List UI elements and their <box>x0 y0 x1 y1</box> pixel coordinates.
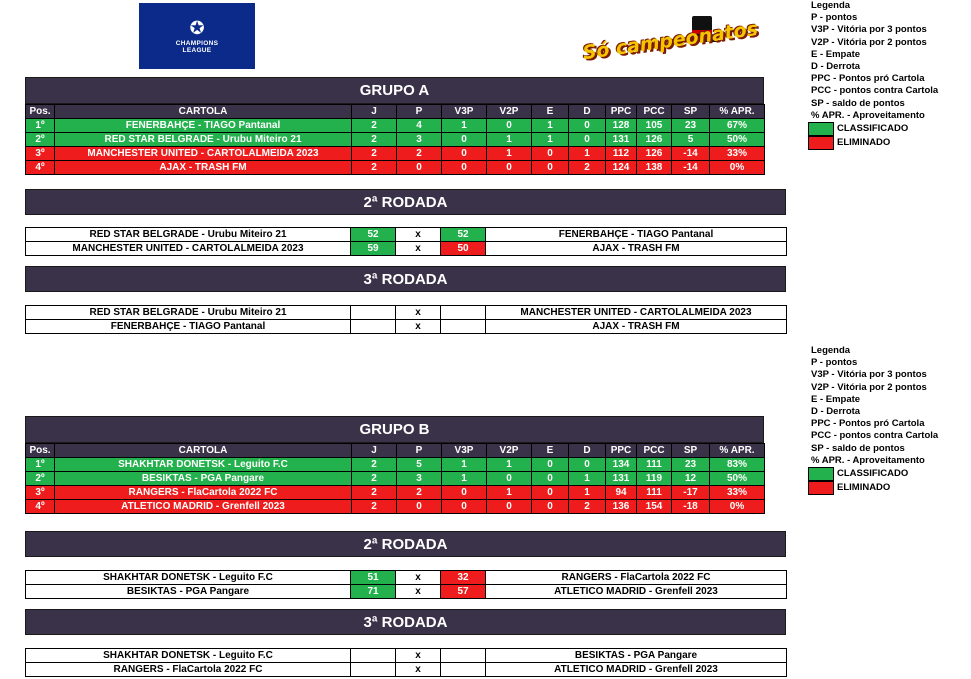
standings-cell-ppc: 94 <box>606 486 637 500</box>
standings-cell-p: 3 <box>397 472 442 486</box>
standings-cell-sp: 5 <box>672 133 710 147</box>
standings-cell-e: 0 <box>532 472 569 486</box>
legend-bottom <box>811 345 938 495</box>
legend-line: V2P - Vitória por 2 pontos <box>811 381 927 393</box>
match-away-team: ATLETICO MADRID - Grenfell 2023 <box>486 663 787 677</box>
column-header: Pos. <box>26 444 55 458</box>
group-b-title: GRUPO B <box>25 416 764 443</box>
standings-cell-v2p: 1 <box>487 486 532 500</box>
standings-cell-pos: 2º <box>26 133 55 147</box>
standings-cell-j: 2 <box>352 147 397 161</box>
legend-line: PCC - pontos contra Cartola <box>811 85 939 97</box>
column-header: PPC <box>606 444 637 458</box>
match-versus: x <box>396 306 441 320</box>
match-versus: x <box>396 571 441 585</box>
legend-line: V3P - Vitória por 3 pontos <box>811 369 927 381</box>
legend-line: D - Derrota <box>811 406 861 418</box>
match-home-team: RED STAR BELGRADE - Urubu Miteiro 21 <box>26 228 351 242</box>
standings-cell-d: 2 <box>569 500 606 514</box>
standings-cell-apr: 83% <box>710 458 765 472</box>
column-header: V2P <box>487 444 532 458</box>
match-home-team: MANCHESTER UNITED - CARTOLALMEIDA 2023 <box>26 242 351 256</box>
standings-cell-e: 0 <box>532 500 569 514</box>
match-home-score: 59 <box>351 242 396 256</box>
standings-cell-sp: -14 <box>672 161 710 175</box>
match-away-score <box>441 320 486 334</box>
legend-line: P - pontos <box>811 12 858 24</box>
standings-cell-v3p: 0 <box>442 147 487 161</box>
match-away-team: MANCHESTER UNITED - CARTOLALMEIDA 2023 <box>486 306 787 320</box>
standings-cell-pos: 1º <box>26 458 55 472</box>
group-a-round2-matches <box>25 227 787 256</box>
standings-cell-pcc: 154 <box>637 500 672 514</box>
legend-swatch-eliminado <box>808 481 834 495</box>
column-header: E <box>532 105 569 119</box>
standings-cell-pcc: 138 <box>637 161 672 175</box>
standings-cell-team: MANCHESTER UNITED - CARTOLALMEIDA 2023 <box>55 147 352 161</box>
standings-cell-v2p: 0 <box>487 161 532 175</box>
match-row <box>26 228 787 242</box>
match-row <box>26 242 787 256</box>
standings-cell-v2p: 0 <box>487 472 532 486</box>
standings-cell-pos: 3º <box>26 147 55 161</box>
column-header: E <box>532 444 569 458</box>
match-home-score <box>351 663 396 677</box>
match-home-team: BESIKTAS - PGA Pangare <box>26 585 351 599</box>
standings-cell-j: 2 <box>352 486 397 500</box>
standings-cell-apr: 67% <box>710 119 765 133</box>
standings-cell-e: 0 <box>532 147 569 161</box>
legend-label-eliminado: ELIMINADO <box>837 136 891 148</box>
standings-cell-pos: 4º <box>26 500 55 514</box>
match-away-team: ATLETICO MADRID - Grenfell 2023 <box>486 585 787 599</box>
group-a-round3-matches <box>25 305 787 334</box>
standings-cell-v3p: 1 <box>442 472 487 486</box>
standings-cell-v2p: 0 <box>487 119 532 133</box>
standings-row <box>26 472 765 486</box>
match-home-team: SHAKHTAR DONETSK - Leguito F.C <box>26 571 351 585</box>
column-header: PCC <box>637 105 672 119</box>
match-home-team: SHAKHTAR DONETSK - Leguito F.C <box>26 649 351 663</box>
legend-label-classificado: CLASSIFICADO <box>837 122 909 134</box>
standings-cell-v3p: 1 <box>442 458 487 472</box>
match-row <box>26 663 787 677</box>
standings-cell-v3p: 0 <box>442 486 487 500</box>
column-header: CARTOLA <box>55 444 352 458</box>
champions-league-logo <box>139 3 255 69</box>
column-header: PCC <box>637 444 672 458</box>
standings-cell-d: 2 <box>569 161 606 175</box>
standings-cell-apr: 50% <box>710 133 765 147</box>
standings-cell-pos: 3º <box>26 486 55 500</box>
standings-cell-apr: 33% <box>710 147 765 161</box>
standings-row <box>26 119 765 133</box>
standings-cell-pcc: 119 <box>637 472 672 486</box>
standings-row <box>26 500 765 514</box>
standings-cell-v3p: 0 <box>442 133 487 147</box>
standings-cell-j: 2 <box>352 500 397 514</box>
legend-line: D - Derrota <box>811 61 861 73</box>
standings-cell-sp: -17 <box>672 486 710 500</box>
champions-logo-line2: LEAGUE <box>182 46 212 54</box>
standings-cell-sp: 23 <box>672 119 710 133</box>
standings-cell-team: FENERBAHÇE - TIAGO Pantanal <box>55 119 352 133</box>
standings-cell-v3p: 0 <box>442 500 487 514</box>
standings-cell-e: 1 <box>532 133 569 147</box>
standings-cell-v2p: 0 <box>487 500 532 514</box>
column-header: V2P <box>487 105 532 119</box>
standings-cell-d: 0 <box>569 458 606 472</box>
legend-line: V3P - Vitória por 3 pontos <box>811 24 927 36</box>
standings-cell-ppc: 136 <box>606 500 637 514</box>
column-header: Pos. <box>26 105 55 119</box>
legend-line: PCC - pontos contra Cartola <box>811 430 939 442</box>
legend-line: % APR. - Aproveitamento <box>811 454 925 466</box>
match-home-team: RED STAR BELGRADE - Urubu Miteiro 21 <box>26 306 351 320</box>
standings-cell-sp: 23 <box>672 458 710 472</box>
standings-cell-sp: -14 <box>672 147 710 161</box>
match-away-team: RANGERS - FlaCartola 2022 FC <box>486 571 787 585</box>
standings-cell-team: RED STAR BELGRADE - Urubu Miteiro 21 <box>55 133 352 147</box>
match-away-score: 50 <box>441 242 486 256</box>
column-header: D <box>569 444 606 458</box>
standings-cell-e: 1 <box>532 119 569 133</box>
group-b-round2-title: 2ª RODADA <box>25 531 786 557</box>
standings-cell-pcc: 126 <box>637 133 672 147</box>
standings-cell-v2p: 1 <box>487 458 532 472</box>
standings-cell-pos: 4º <box>26 161 55 175</box>
standings-cell-ppc: 131 <box>606 133 637 147</box>
standings-cell-j: 2 <box>352 133 397 147</box>
legend-line: P - pontos <box>811 357 858 369</box>
column-header: P <box>397 444 442 458</box>
match-away-team: AJAX - TRASH FM <box>486 242 787 256</box>
standings-cell-ppc: 131 <box>606 472 637 486</box>
match-home-team: RANGERS - FlaCartola 2022 FC <box>26 663 351 677</box>
column-header: PPC <box>606 105 637 119</box>
legend-line: PPC - Pontos pró Cartola <box>811 73 925 85</box>
standings-cell-ppc: 128 <box>606 119 637 133</box>
standings-cell-sp: -18 <box>672 500 710 514</box>
match-home-score <box>351 306 396 320</box>
match-away-score: 52 <box>441 228 486 242</box>
standings-cell-ppc: 112 <box>606 147 637 161</box>
column-header: J <box>352 444 397 458</box>
standings-cell-d: 1 <box>569 486 606 500</box>
legend-line: SP - saldo de pontos <box>811 97 905 109</box>
standings-row <box>26 458 765 472</box>
match-home-team: FENERBAHÇE - TIAGO Pantanal <box>26 320 351 334</box>
standings-row <box>26 133 765 147</box>
standings-cell-p: 2 <box>397 147 442 161</box>
standings-cell-p: 2 <box>397 486 442 500</box>
legend-eliminado <box>808 136 938 150</box>
match-row <box>26 585 787 599</box>
standings-row <box>26 486 765 500</box>
standings-cell-d: 0 <box>569 119 606 133</box>
standings-cell-e: 0 <box>532 458 569 472</box>
standings-cell-v3p: 1 <box>442 119 487 133</box>
legend-swatch-classificado <box>808 122 834 136</box>
match-away-score <box>441 663 486 677</box>
match-versus: x <box>396 649 441 663</box>
column-header: V3P <box>442 444 487 458</box>
standings-cell-pcc: 111 <box>637 486 672 500</box>
standings-cell-pos: 1º <box>26 119 55 133</box>
standings-cell-pcc: 126 <box>637 147 672 161</box>
legend-label-classificado: CLASSIFICADO <box>837 467 909 479</box>
match-row <box>26 649 787 663</box>
standings-cell-e: 0 <box>532 486 569 500</box>
match-away-score <box>441 306 486 320</box>
standings-header-row <box>26 444 765 458</box>
standings-cell-apr: 0% <box>710 500 765 514</box>
standings-cell-team: BESIKTAS - PGA Pangare <box>55 472 352 486</box>
legend-title: Legenda <box>811 0 851 11</box>
match-row <box>26 320 787 334</box>
standings-cell-v2p: 1 <box>487 133 532 147</box>
legend-line: PPC - Pontos pró Cartola <box>811 418 925 430</box>
standings-cell-j: 2 <box>352 472 397 486</box>
standings-cell-e: 0 <box>532 161 569 175</box>
column-header: SP <box>672 105 710 119</box>
champions-logo-line1: CHAMPIONS <box>175 39 219 47</box>
match-home-score <box>351 649 396 663</box>
standings-cell-pcc: 111 <box>637 458 672 472</box>
standings-cell-team: RANGERS - FlaCartola 2022 FC <box>55 486 352 500</box>
standings-cell-ppc: 134 <box>606 458 637 472</box>
match-away-score <box>441 649 486 663</box>
group-a-round2-title: 2ª RODADA <box>25 189 786 215</box>
match-away-team: FENERBAHÇE - TIAGO Pantanal <box>486 228 787 242</box>
standings-cell-d: 1 <box>569 472 606 486</box>
standings-cell-apr: 33% <box>710 486 765 500</box>
standings-cell-p: 0 <box>397 500 442 514</box>
standings-cell-team: SHAKHTAR DONETSK - Leguito F.C <box>55 458 352 472</box>
column-header: V3P <box>442 105 487 119</box>
group-a-round3-title: 3ª RODADA <box>25 266 786 292</box>
standings-cell-team: ATLETICO MADRID - Grenfell 2023 <box>55 500 352 514</box>
legend-label-eliminado: ELIMINADO <box>837 481 891 493</box>
standings-cell-j: 2 <box>352 161 397 175</box>
group-b-round3-title: 3ª RODADA <box>25 609 786 635</box>
match-home-score: 52 <box>351 228 396 242</box>
standings-cell-p: 0 <box>397 161 442 175</box>
standings-cell-ppc: 124 <box>606 161 637 175</box>
legend-swatch-eliminado <box>808 136 834 150</box>
standings-cell-v2p: 1 <box>487 147 532 161</box>
match-versus: x <box>396 228 441 242</box>
column-header: P <box>397 105 442 119</box>
standings-cell-apr: 0% <box>710 161 765 175</box>
match-row <box>26 571 787 585</box>
standings-cell-j: 2 <box>352 458 397 472</box>
standings-row <box>26 147 765 161</box>
standings-cell-sp: 12 <box>672 472 710 486</box>
match-versus: x <box>396 242 441 256</box>
match-versus: x <box>396 320 441 334</box>
match-away-team: BESIKTAS - PGA Pangare <box>486 649 787 663</box>
group-a-title: GRUPO A <box>25 77 764 104</box>
site-logo-text: Só campeonatos <box>581 17 760 65</box>
legend-eliminado <box>808 481 938 495</box>
standings-cell-p: 3 <box>397 133 442 147</box>
column-header: % APR. <box>710 105 765 119</box>
standings-cell-j: 2 <box>352 119 397 133</box>
standings-cell-apr: 50% <box>710 472 765 486</box>
match-row <box>26 306 787 320</box>
legend-line: E - Empate <box>811 393 861 405</box>
column-header: SP <box>672 444 710 458</box>
match-away-score: 57 <box>441 585 486 599</box>
standings-cell-team: AJAX - TRASH FM <box>55 161 352 175</box>
column-header: CARTOLA <box>55 105 352 119</box>
match-home-score: 51 <box>351 571 396 585</box>
match-away-team: AJAX - TRASH FM <box>486 320 787 334</box>
match-home-score: 71 <box>351 585 396 599</box>
match-home-score <box>351 320 396 334</box>
standings-cell-pos: 2º <box>26 472 55 486</box>
legend-top <box>811 0 938 150</box>
match-away-score: 32 <box>441 571 486 585</box>
group-b-round3-matches <box>25 648 787 677</box>
column-header: % APR. <box>710 444 765 458</box>
column-header: D <box>569 105 606 119</box>
legend-line: E - Empate <box>811 48 861 60</box>
so-campeonatos-logo <box>580 16 760 66</box>
group-a-standings <box>25 104 765 175</box>
standings-cell-v3p: 0 <box>442 161 487 175</box>
legend-line: V2P - Vitória por 2 pontos <box>811 36 927 48</box>
match-versus: x <box>396 663 441 677</box>
starball-icon: ✪ <box>189 17 205 38</box>
standings-row <box>26 161 765 175</box>
standings-cell-p: 5 <box>397 458 442 472</box>
legend-title: Legenda <box>811 345 851 356</box>
legend-swatch-classificado <box>808 467 834 481</box>
standings-cell-pcc: 105 <box>637 119 672 133</box>
standings-cell-d: 0 <box>569 133 606 147</box>
group-b-standings <box>25 443 765 514</box>
group-b-round2-matches <box>25 570 787 599</box>
standings-header-row <box>26 105 765 119</box>
match-versus: x <box>396 585 441 599</box>
legend-classificado <box>808 467 938 481</box>
standings-cell-d: 1 <box>569 147 606 161</box>
legend-line: SP - saldo de pontos <box>811 442 905 454</box>
legend-line: % APR. - Aproveitamento <box>811 109 925 121</box>
column-header: J <box>352 105 397 119</box>
standings-cell-p: 4 <box>397 119 442 133</box>
legend-classificado <box>808 122 938 136</box>
